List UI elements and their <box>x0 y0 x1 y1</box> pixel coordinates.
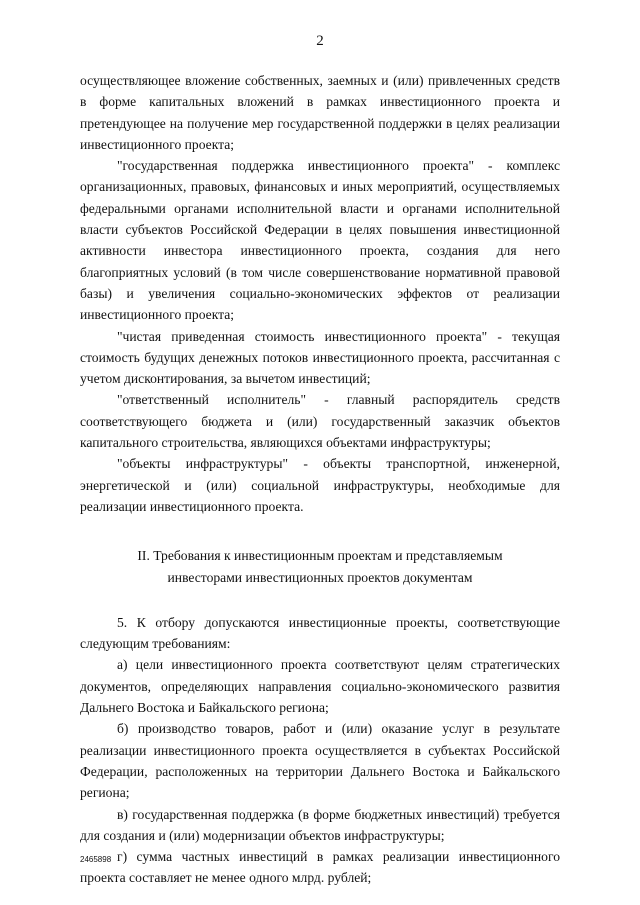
section-heading-line-1: II. Требования к инвестиционным проектам и представляемым <box>137 548 503 564</box>
paragraph-item-b: б) производство товаров, работ и (или) оказание услуг в результате реализации инвестиционного проекта осуществляется в субъектах Российской Федерации, расположенных на территории Дальнего Востока и Байкальского региона; <box>80 721 560 801</box>
paragraph-npv-definition: "чистая приведенная стоимость инвестиционного проекта" - текущая стоимость будущих денежных потоков инвестиционного проекта, рассчитанная с учетом дисконтирования, за вычетом инвестиций; <box>80 328 560 387</box>
paragraph-item-a: а) цели инвестиционного проекта соответствуют целям стратегических документов, определяющих направления социально-экономического развития Дальнего Востока и Байкальского региона; <box>80 657 560 716</box>
paragraph-responsible-executor-definition: "ответственный исполнитель" - главный распорядитель средств соответствующего бюджета и (или) государственный заказчик объектов капитального строительства, являющихся объектами инфраструктуры; <box>80 392 560 451</box>
paragraph-item-5: 5. К отбору допускаются инвестиционные проекты, соответствующие следующим требованиям: <box>80 614 560 652</box>
section-heading <box>80 545 560 588</box>
document-code: 2465898 <box>80 855 112 864</box>
paragraph-infrastructure-definition: "объекты инфраструктуры" - объекты транспортной, инженерной, энергетической и (или) социальной инфраструктуры, необходимые для реализации инвестиционного проекта. <box>80 456 560 514</box>
paragraph-item-g: г) сумма частных инвестиций в рамках реализации инвестиционного проекта составляет не менее одного млрд. рублей; <box>80 849 560 886</box>
section-heading-line-2: инвесторами инвестиционных проектов документам <box>167 569 473 585</box>
paragraph-item-v: в) государственная поддержка (в форме бюджетных инвестиций) требуется для создания и (или) модернизации объектов инфраструктуры; <box>80 806 560 843</box>
document-body <box>80 70 560 889</box>
paragraph-state-support-definition: "государственная поддержка инвестиционного проекта" - комплекс организационных, правовых, финансовых и иных мероприятий, осуществляемых федеральными органами исполнительной власти и органами исполнительной власти субъектов Российской Федерации в целях повышения инвестиционной активности инвестора инвестиционного проекта, создания для него благоприятных условий (в том числе совершенствование нормативной правовой базы) и увеличения социально-экономических эффектов от реализации инвестиционного проекта; <box>80 158 560 323</box>
paragraph-investor-definition-continued: осуществляющее вложение собственных, заемных и (или) привлеченных средств в форме капитальных вложений в рамках инвестиционного проекта и претендующее на получение мер государственной поддержки в целях реализации инвестиционного проекта; <box>80 73 560 152</box>
page-number: 2 <box>316 33 324 49</box>
